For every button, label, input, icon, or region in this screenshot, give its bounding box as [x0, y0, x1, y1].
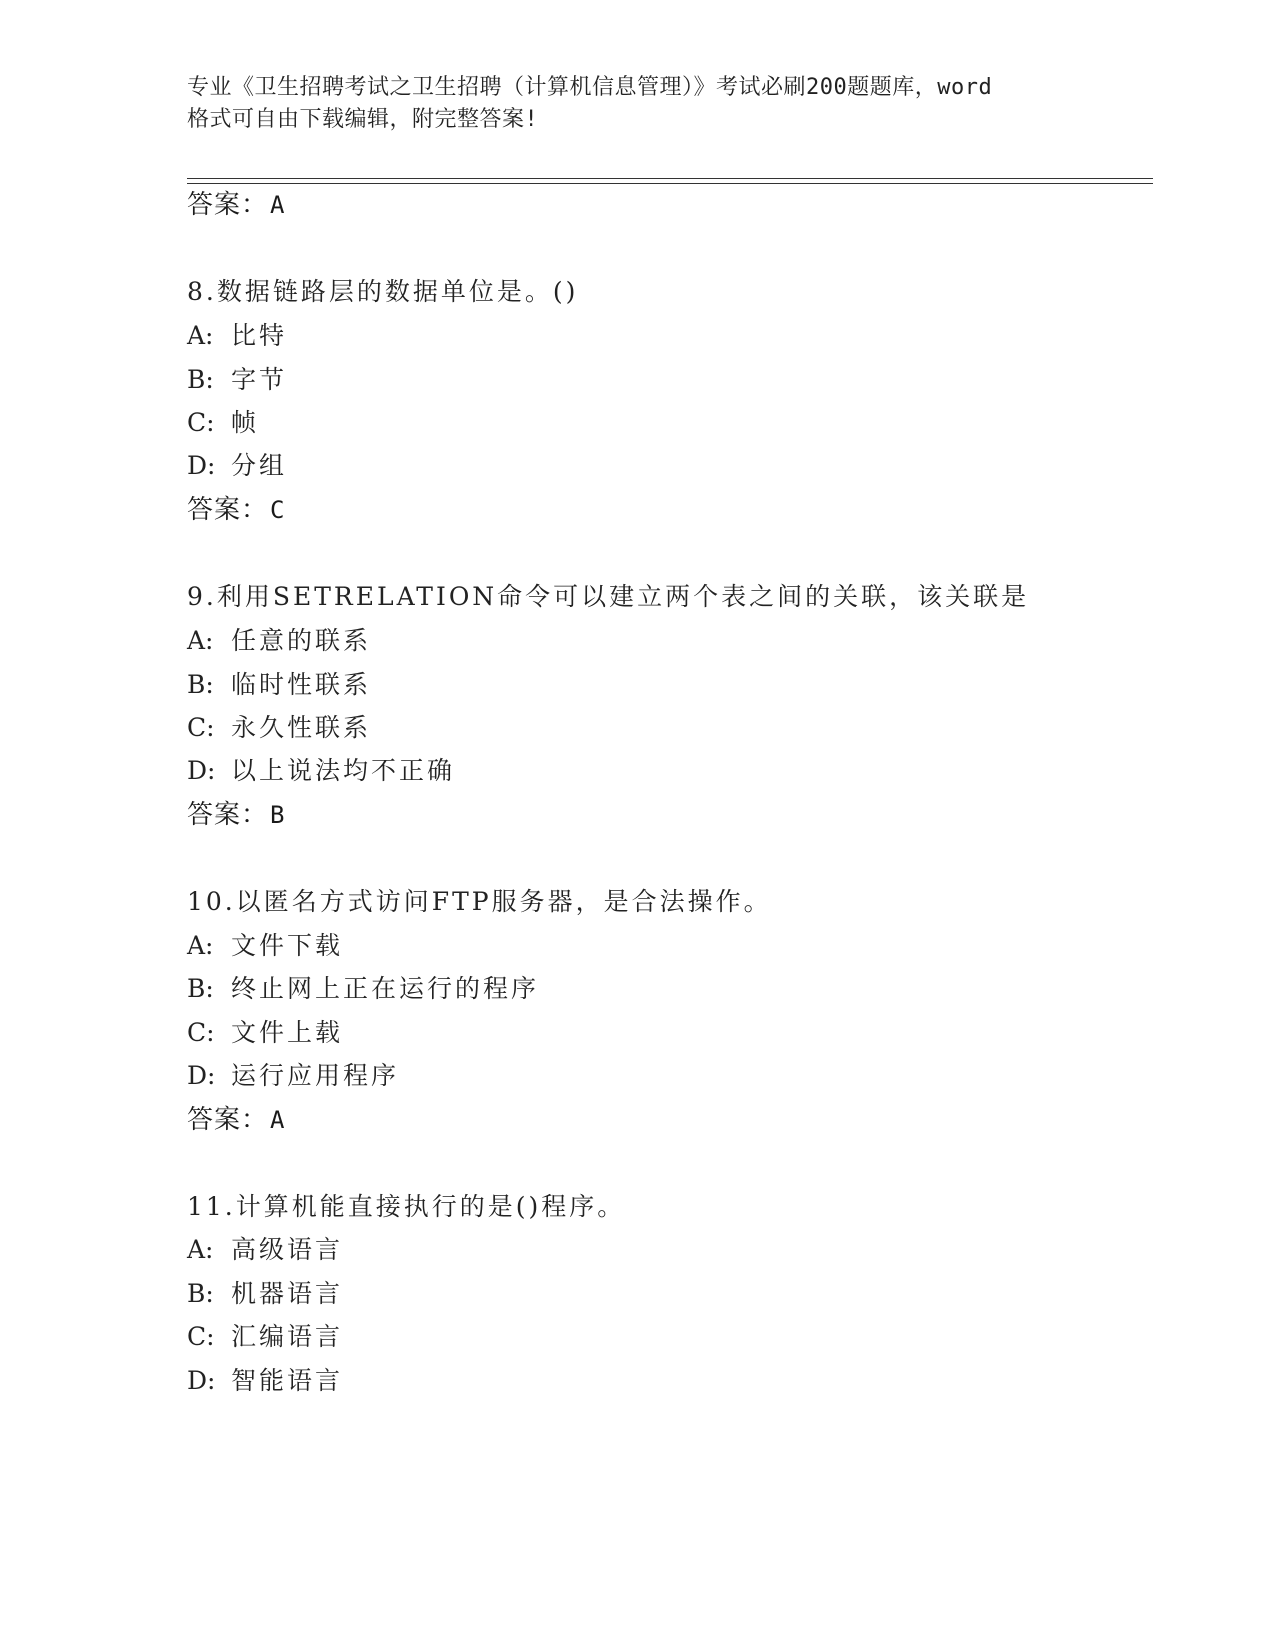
option-label: C: [187, 1018, 215, 1047]
header-line-1: 专业《卫生招聘考试之卫生招聘（计算机信息管理）》考试必刷200题题库，word [187, 75, 993, 100]
option-label: B: [187, 365, 214, 394]
document-header [187, 72, 1107, 136]
option-label: A: [187, 931, 214, 960]
option-text: 帧 [231, 408, 260, 437]
option-text: 临时性联系 [231, 670, 372, 699]
option-label: D: [187, 1366, 216, 1395]
question-title: 10.以匿名方式访问FTP服务器，是合法操作。 [187, 887, 772, 916]
option [187, 751, 455, 787]
option-label: A: [187, 321, 214, 350]
option [187, 360, 287, 396]
option-label: B: [187, 670, 214, 699]
option-label: C: [187, 1322, 215, 1351]
answer-prefix: 答案： [187, 1105, 269, 1135]
question-title: 11.计算机能直接执行的是()程序。 [187, 1192, 626, 1221]
answer-prefix: 答案： [187, 495, 269, 525]
option [187, 665, 371, 701]
option-label: A: [187, 626, 214, 655]
option-label: B: [187, 1279, 214, 1308]
option [187, 1274, 343, 1310]
header-line-2: 格式可自由下载编辑，附完整答案! [187, 107, 539, 132]
option-label: C: [187, 408, 215, 437]
option-label: A: [187, 1235, 214, 1264]
answer-line [187, 1099, 285, 1136]
option-label: D: [187, 756, 216, 785]
option-text: 运行应用程序 [231, 1061, 400, 1090]
option [187, 316, 287, 352]
option-text: 文件上载 [231, 1018, 344, 1047]
answer-line [187, 489, 285, 526]
option [187, 403, 259, 439]
option-label: D: [187, 1061, 216, 1090]
option-text: 智能语言 [231, 1366, 344, 1395]
answer-value: C [270, 496, 286, 524]
answer-value: A [270, 1106, 286, 1134]
option [187, 708, 371, 744]
answer-line [187, 184, 285, 221]
option [187, 1013, 343, 1049]
option-text: 分组 [231, 451, 288, 480]
option [187, 1056, 399, 1092]
option-text: 高级语言 [231, 1235, 344, 1264]
answer-prefix: 答案： [187, 190, 269, 220]
option-text: 任意的联系 [231, 626, 372, 655]
option-label: D: [187, 451, 216, 480]
option-text: 字节 [231, 365, 288, 394]
option [187, 1230, 343, 1266]
answer-value: A [270, 191, 286, 219]
option [187, 1361, 343, 1397]
option [187, 926, 343, 962]
header-divider-bottom [187, 183, 1153, 184]
option-text: 终止网上正在运行的程序 [231, 974, 540, 1003]
answer-value: B [270, 801, 286, 829]
answer-prefix: 答案： [187, 800, 269, 830]
option-text: 比特 [231, 321, 288, 350]
option-text: 汇编语言 [231, 1322, 344, 1351]
option-text: 文件下载 [231, 931, 344, 960]
option [187, 969, 539, 1005]
option-label: C: [187, 713, 215, 742]
question-title: 8.数据链路层的数据单位是。() [187, 277, 579, 306]
header-divider-top [187, 178, 1153, 179]
option [187, 1317, 343, 1353]
question-title: 9.利用SETRELATION命令可以建立两个表之间的关联，该关联是 [187, 582, 1030, 611]
option-text: 机器语言 [231, 1279, 344, 1308]
answer-line [187, 794, 285, 831]
option-text: 永久性联系 [231, 713, 372, 742]
option-text: 以上说法均不正确 [231, 756, 456, 785]
option-label: B: [187, 974, 214, 1003]
option [187, 621, 371, 657]
option [187, 446, 287, 482]
